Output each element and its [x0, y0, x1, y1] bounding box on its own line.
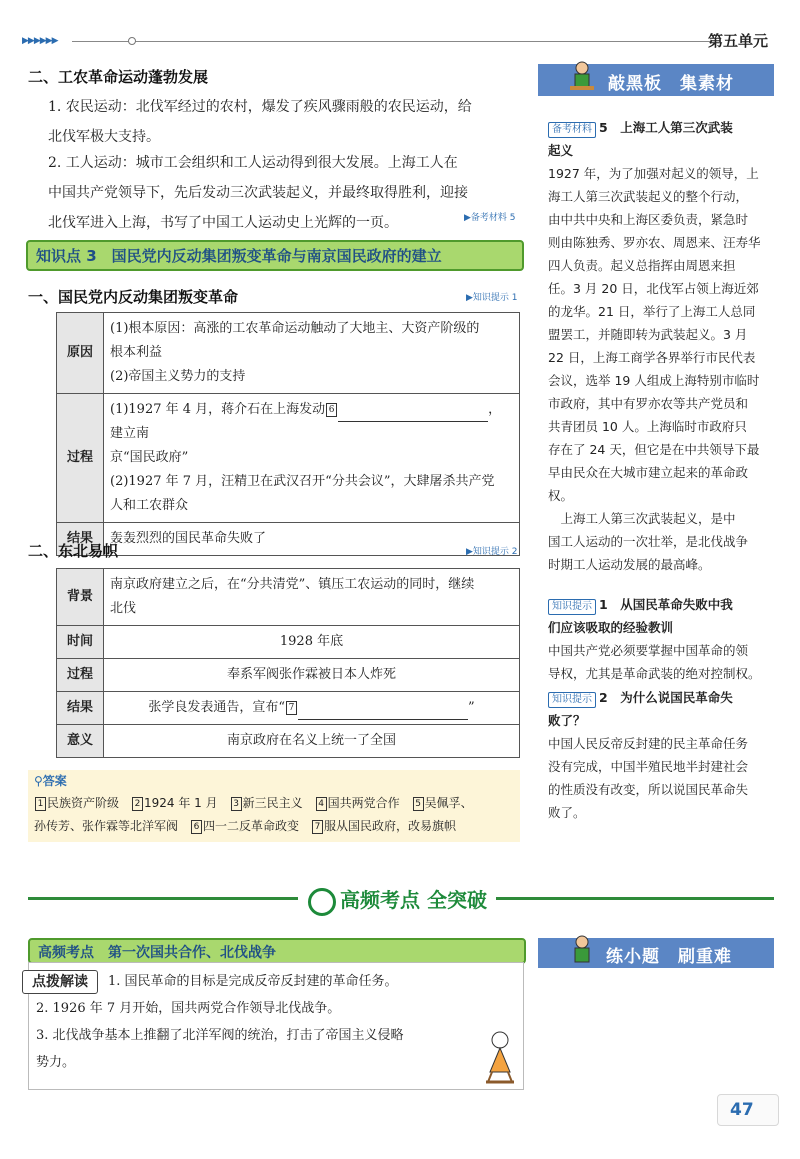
text-line: 盟罢工，并随即转为武装起义。3 月	[548, 327, 748, 342]
tip-title	[548, 686, 772, 709]
text-line: 没有完成，中国半殖民地半封建社会	[548, 759, 749, 774]
answer-text: 吴佩孚、	[424, 796, 473, 810]
answer-blank[interactable]	[298, 705, 468, 720]
answer-item	[190, 819, 299, 833]
answer-text: 新三民主义	[242, 796, 303, 810]
text-line: 时期工人运动发展的最高峰。	[548, 557, 711, 572]
hf-topic-bar	[28, 938, 526, 964]
answer-title	[34, 772, 67, 789]
worker-movement-text	[48, 148, 528, 238]
text-line: 中国人民反帝反封建的民主革命任务	[548, 736, 749, 751]
material-tag: 备考材料	[548, 122, 596, 138]
answer-number: 1	[35, 797, 46, 811]
cell-line: 南京政府建立之后，在“分共清党”、镇压工农运动的同时，继续	[110, 577, 475, 592]
big-title-text: 高频考点 全突破	[340, 888, 487, 912]
answer-item	[34, 796, 119, 810]
dianbo-label: 点拨解读	[22, 970, 98, 994]
text-line: 的性质没有改变，所以说国民革命失	[548, 782, 749, 797]
row-label: 背景	[57, 569, 104, 626]
divider-right	[496, 897, 774, 900]
text-line: 则由陈独秀、罗亦农、周恩来、汪寿华	[548, 235, 761, 250]
answer-number: 5	[413, 797, 424, 811]
material-title-text: 起义	[548, 143, 574, 158]
row-label: 结果	[57, 523, 104, 556]
answer-number: 2	[132, 797, 143, 811]
row-label: 结果	[57, 692, 104, 725]
text-line: 由中共中央和上海区委负责，紧急时	[548, 212, 749, 227]
hf-point: 势力。	[36, 1055, 76, 1070]
material-title	[548, 116, 772, 139]
tip-body	[548, 639, 772, 685]
text-line: 共青团员 10 人。上海临时市政府只	[548, 419, 747, 434]
cell-line: (2)1927 年 7 月，汪精卫在武汉召开“分共会议”，大肆屠杀共产党	[110, 474, 495, 489]
text-line: 任。3 月 20 日，北伐军占领上海近郊	[548, 281, 759, 296]
hf-topic-text: 高频考点 第一次国共合作、北伐战争	[38, 945, 276, 961]
answer-title-text: 答案	[42, 774, 67, 788]
text-line: 中国共产党必须要掌握中国革命的领	[548, 643, 749, 658]
table-row	[57, 523, 520, 556]
tip-link[interactable]: ▶知识提示 2	[466, 547, 518, 557]
text-line: 海工人第三次武装起义的整个行动，	[548, 189, 749, 204]
big-section-title	[308, 884, 487, 916]
answer-item	[412, 796, 473, 810]
answer-item	[230, 796, 303, 810]
sidebar-header-text: 敲黑板 集素材	[608, 74, 734, 94]
text-line: 市政府，其中有罗亦农等共产党员和	[548, 396, 749, 411]
text-line: 北伐军极大支持。	[48, 129, 160, 145]
meaning-cell: 南京政府在名义上统一了全国	[104, 725, 520, 758]
time-cell: 1928 年底	[104, 626, 520, 659]
hf-point: 2. 1926 年 7 月开始，国共两党合作领导北伐战争。	[36, 1001, 341, 1016]
text-line: 22 日，上海工商学各界举行市民代表	[548, 350, 756, 365]
cell-line: 人和工农群众	[110, 498, 189, 513]
tip-tag: 知识提示	[548, 599, 596, 615]
tip-2	[548, 686, 772, 824]
tip-link[interactable]: ▶知识提示 1	[466, 293, 518, 303]
cell-line: (1)根本原因：高涨的工农革命运动触动了大地主、大资产阶级的	[110, 321, 480, 336]
text-line: 1927 年，为了加强对起义的领导，上	[548, 166, 759, 181]
table-row	[57, 313, 520, 394]
text-line: 上海工人第三次武装起义，是中	[548, 511, 736, 526]
answer-text: 四一二反革命政变	[203, 819, 300, 833]
text-line: 北伐军进入上海，书写了中国工人运动史上光辉的一页。	[48, 215, 398, 231]
table-row	[57, 659, 520, 692]
answer-text: 服从国民政府，改易旗帜	[324, 819, 457, 833]
divider-left	[28, 897, 298, 900]
answer-text: 民族资产阶级	[47, 796, 120, 810]
row-label: 原因	[57, 313, 104, 394]
header-rule	[72, 41, 712, 42]
table-row	[57, 394, 520, 523]
table-row	[57, 692, 520, 725]
table-row	[57, 725, 520, 758]
subsection-heading: 二、东北易帜	[28, 542, 119, 560]
swirl-icon	[308, 888, 336, 916]
cell-line: 根本利益	[110, 345, 163, 360]
text-line: 早由民众在大城市建立起来的革命政权。	[548, 465, 749, 503]
material-link[interactable]: ▶备考材料 5	[464, 213, 516, 223]
mascot-icon	[478, 1028, 522, 1084]
header-rule-dot	[128, 37, 136, 45]
betrayal-table	[56, 312, 520, 556]
answer-number: 4	[316, 797, 327, 811]
tip-1	[548, 593, 772, 685]
subsection-heading: 一、国民党内反动集团叛变革命	[28, 288, 239, 306]
cell-text: ，建立南	[110, 402, 502, 441]
material-5	[548, 116, 772, 576]
blank-number: 6	[326, 403, 337, 417]
answer-blank[interactable]	[338, 407, 488, 422]
tip-title-text: 1 从国民革命失败中我	[599, 597, 733, 612]
unit-label: 第五单元	[708, 32, 769, 50]
peasant-movement-text	[48, 92, 528, 152]
blank-number: 7	[286, 701, 297, 715]
knowledge-point-bar: 知识点 3 国民党内反动集团叛变革命与南京国民政府的建立	[26, 240, 524, 271]
row-label: 过程	[57, 659, 104, 692]
answer-text: 1924 年 1 月	[144, 796, 218, 810]
result-cell: 轰轰烈烈的国民革命失败了	[104, 523, 520, 556]
tip-title-text: 2 为什么说国民革命失	[599, 690, 733, 705]
material-body	[548, 162, 772, 576]
row-label: 意义	[57, 725, 104, 758]
text-line: 败了。	[548, 805, 586, 820]
text-line: 1. 农民运动：北伐军经过的农村，爆发了疾风骤雨般的农民运动，给	[48, 99, 472, 115]
answer-item	[311, 819, 456, 833]
text-line: 四人负责。起义总指挥由周恩来担	[548, 258, 736, 273]
cell-line: 北伐	[110, 601, 137, 616]
hf-point: 1. 国民革命的目标是完成反帝反封建的革命任务。	[108, 974, 398, 989]
practice-header-text: 练小题 刷重难	[606, 947, 732, 967]
answer-text: 孙传芳、张作霖等北洋军阀	[34, 819, 179, 833]
header-arrows: ▶▶▶▶▶▶	[22, 36, 58, 46]
cause-cell	[104, 313, 520, 394]
text-line: 会议，选举 19 人组成上海特别市临时	[548, 373, 760, 388]
tip-body	[548, 732, 772, 824]
cell-line: (2)帝国主义势力的支持	[110, 369, 246, 384]
result-cell	[104, 692, 520, 725]
sidebar-header	[538, 64, 774, 96]
section-heading: 二、工农革命运动蓬勃发展	[28, 68, 209, 86]
text-line: 2. 工人运动：城市工会组织和工人运动得到很大发展。上海工人在	[48, 155, 458, 171]
answer-text: 国共两党合作	[327, 796, 400, 810]
cell-text: (1)1927 年 4 月，蒋介石在上海发动	[110, 402, 326, 417]
background-cell	[104, 569, 520, 626]
tip-title-text: 败了？	[548, 713, 586, 728]
tip-tag: 知识提示	[548, 692, 596, 708]
material-title-text: 5 上海工人第三次武装	[599, 120, 733, 135]
tip-title	[548, 593, 772, 616]
student-icon	[562, 58, 602, 98]
answer-number: 7	[312, 820, 323, 834]
answer-number: 3	[231, 797, 242, 811]
answer-line-2	[34, 815, 520, 837]
row-label: 时间	[57, 626, 104, 659]
cell-text: 张学良发表通告，宣布“	[148, 700, 285, 715]
text-line: 中国共产党领导下，先后发动三次武装起义，并最终取得胜利，迎接	[48, 185, 468, 201]
text-line: 存在了 24 天，但它是在中共领导下最	[548, 442, 760, 457]
text-line: 导权，尤其是革命武装的绝对控制权。	[548, 666, 761, 681]
table-row	[57, 569, 520, 626]
row-label: 过程	[57, 394, 104, 523]
tip-title-text: 们应该吸取的经验教训	[548, 620, 674, 635]
table-row	[57, 626, 520, 659]
cell-line	[110, 398, 513, 446]
cell-line: 京“国民政府”	[110, 450, 189, 465]
cell-text: ”	[468, 700, 475, 715]
process-cell	[104, 394, 520, 523]
hf-point: 3. 北伐战争基本上推翻了北洋军阀的统治，打击了帝国主义侵略	[36, 1028, 404, 1043]
northeast-table	[56, 568, 520, 758]
text-line: 的龙华。21 日，举行了上海工人总同	[548, 304, 756, 319]
answer-item	[315, 796, 400, 810]
text-line: 国工人运动的一次壮举，是北伐战争	[548, 534, 749, 549]
student-icon	[562, 932, 602, 970]
key-icon: ⚲	[34, 774, 43, 788]
practice-header	[538, 938, 774, 968]
page-number: 47	[730, 1100, 754, 1120]
answer-line-1	[34, 792, 520, 814]
process-cell: 奉系军阀张作霖被日本人炸死	[104, 659, 520, 692]
answer-number: 6	[191, 820, 202, 834]
answer-item	[131, 796, 218, 810]
